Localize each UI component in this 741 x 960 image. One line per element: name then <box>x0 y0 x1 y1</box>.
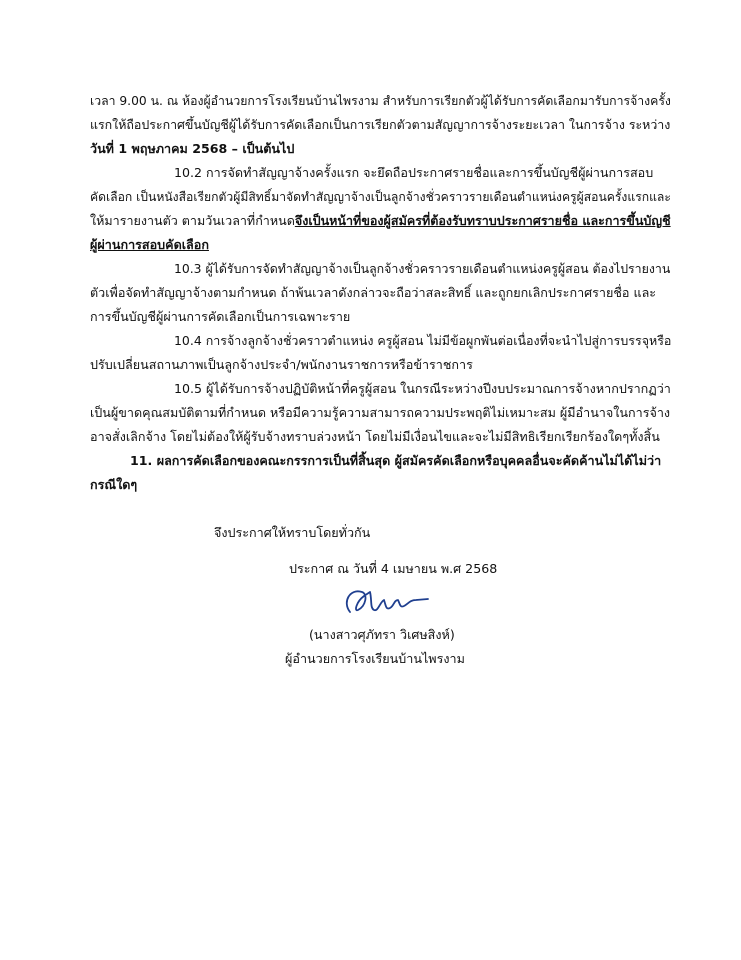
clause-10-5-line-2: เป็นผู้ขาดคุณสมบัติตามที่กำหนด หรือมีความรู้ความสามารถความประพฤติไม่เหมาะสม ผู้มีอำนาจในการจ้าง <box>90 405 671 420</box>
clause-10-3-line-1: 10.3 ผู้ได้รับการจัดทำสัญญาจ้างเป็นลูกจ้างชั่วคราวรายเดือนตำแหน่งครูผู้สอน ต้องไปรายงาน <box>174 262 671 276</box>
clause-10-2-line-3 <box>90 212 671 230</box>
clause-10-2-line-3-normal: ให้มารายงานตัว ตามวันเวลาที่กำหนด <box>90 213 295 228</box>
clause-10-5-line-3: อาจสั่งเลิกจ้าง โดยไม่ต้องให้ผู้รับจ้างทราบล่วงหน้า โดยไม่มีเงื่อนไขและจะไม่มีสิทธิเรียกเรียกร้องใดๆทั้งสิ้น <box>90 429 660 444</box>
clause-10-2-line-1: 10.2 การจัดทำสัญญาจ้างครั้งแรก จะยึดถือประกาศรายชื่อและการขึ้นบัญชีผู้ผ่านการสอบ <box>174 165 654 180</box>
clause-10-2-line-3-bold: จึงเป็นหน้าที่ของผู้สมัครที่ต้องรับทราบประกาศรายชื่อ และการขึ้นบัญชี <box>294 213 671 228</box>
clause-10-5-line-1: 10.5 ผู้ได้รับการจ้างปฏิบัติหน้าที่ครูผู้สอน ในกรณีระหว่างปีงบประมาณการจ้างหากปรากฏว่า <box>174 381 671 396</box>
clause-10-2-line-2: คัดเลือก เป็นหนังสือเรียกตัวผู้มีสิทธิ์มาจัดทำสัญญาจ้างเป็นลูกจ้างชั่วคราวรายเดือนตำแหน่งครูผู้สอนครั้งแรกและ <box>90 190 671 204</box>
closing-statement: จึงประกาศให้ทราบโดยทั่วกัน <box>214 525 371 540</box>
signature-image <box>336 582 436 618</box>
clause-11-line-1: 11. ผลการคัดเลือกของคณะกรรการเป็นที่สิ้นสุด ผู้สมัครคัดเลือกหรือบุคคลอื่นจะคัดค้านไม่ได้ไม่ว่า <box>130 453 662 468</box>
clause-10-1-line-2: แรกให้ถือประกาศขึ้นบัญชีผู้ได้รับการคัดเลือกเป็นการเรียกตัวตามสัญญาการจ้างระยะเวลา ในการจ้าง ระหว่าง <box>90 117 671 132</box>
clause-10-1-line-3: วันที่ 1 พฤษภาคม 2568 – เป็นต้นไป <box>90 141 295 156</box>
clause-10-1-line-1: เวลา 9.00 น. ณ ห้องผู้อำนวยการโรงเรียนบ้านไพรงาม สำหรับการเรียกตัวผู้ได้รับการคัดเลือกมารับการจ้างครั้ง <box>90 94 671 108</box>
clause-10-4-line-1: 10.4 การจ้างลูกจ้างชั่วคราวตำแหน่ง ครูผู้สอน ไม่มีข้อผูกพันต่อเนื่องที่จะนำไปสู่การบรรจุหรือ <box>174 333 672 348</box>
announcement-date: ประกาศ ณ วันที่ 4 เมษายน พ.ศ 2568 <box>289 561 498 576</box>
clause-11-line-2: กรณีใดๆ <box>90 477 138 492</box>
clause-10-3-line-3: การขึ้นบัญชีผู้ผ่านการคัดเลือกเป็นการเฉพาะราย <box>90 309 351 324</box>
clause-10-2-line-4: ผู้ผ่านการสอบคัดเลือก <box>90 237 209 252</box>
clause-10-4-line-2: ปรับเปลี่ยนสถานภาพเป็นลูกจ้างประจำ/พนักงานราชการหรือข้าราชการ <box>90 357 473 372</box>
signer-name: (นางสาวศุภัทรา วิเศษสิงห์) <box>309 627 455 642</box>
clause-10-3-line-2: ตัวเพื่อจัดทำสัญญาจ้างตามกำหนด ถ้าพ้นเวลาดังกล่าวจะถือว่าสละสิทธิ์ และถูกยกเลิกประกาศรายชื่อ และ <box>90 285 657 300</box>
signer-title: ผู้อำนวยการโรงเรียนบ้านไพรงาม <box>285 651 465 666</box>
